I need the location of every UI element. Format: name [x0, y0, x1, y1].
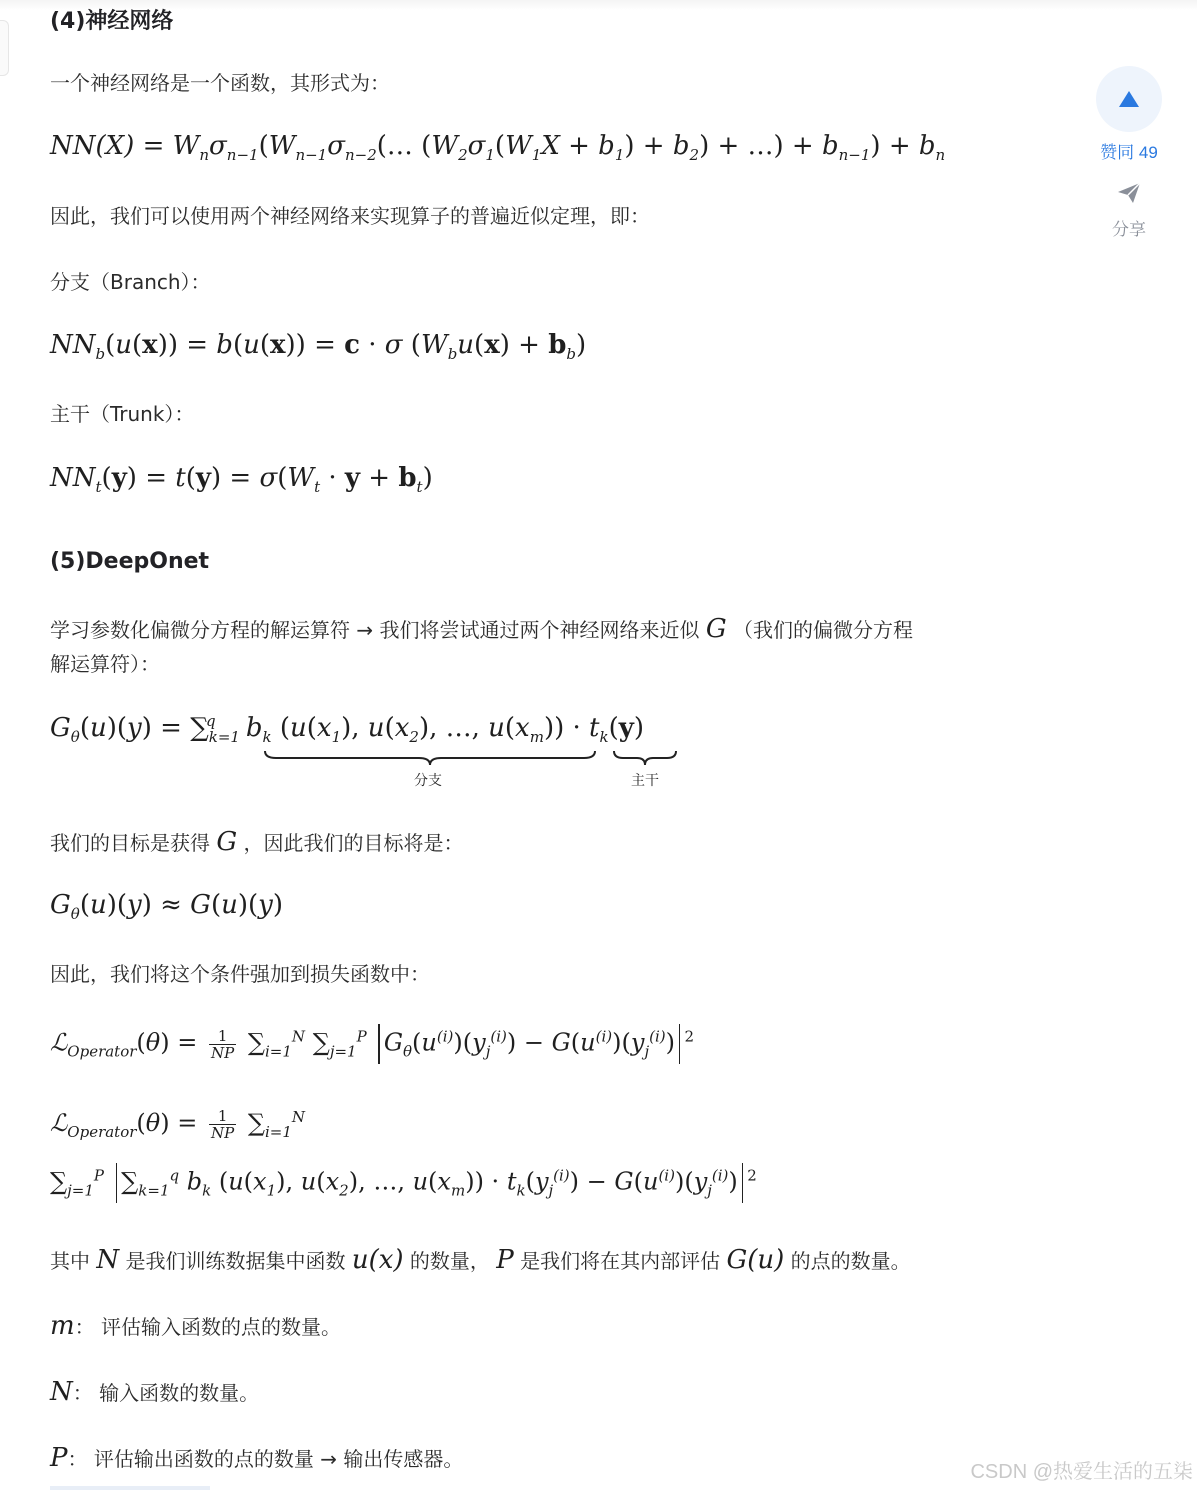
where-ux: u(x)	[351, 1245, 404, 1275]
upvote-count[interactable]: 赞同 49	[1100, 143, 1158, 162]
where-P: P	[496, 1245, 514, 1275]
formula-loss-2a: ℒ$_{Operator}$(θ) = $\frac{1}{NP}$ $\sum_{i=1}^N$	[50, 1107, 306, 1142]
where-text	[50, 1243, 911, 1278]
def-P-desc: ： 评估输出函数的点的数量 → 输出传感器。	[67, 1447, 464, 1471]
intro-text: 学习参数化偏微分方程的解运算符 → 我们将尝试通过两个神经网络来近似	[50, 618, 700, 642]
upvote-button[interactable]	[1096, 66, 1162, 132]
action-sidebar	[1096, 66, 1162, 240]
side-tab[interactable]	[0, 20, 9, 76]
intro-G-symbol: G	[705, 614, 727, 644]
branch-label: 分支（Branch）：	[50, 270, 211, 294]
formula-trunk: $NN_t(y) = t(y) = \sigma(W_t \cdot y + b_t)$	[50, 463, 433, 497]
where-mid3: 是我们将在其内部评估	[520, 1249, 721, 1273]
goal-pre: 我们的目标是获得	[50, 831, 210, 855]
share-label: 分享	[1112, 220, 1146, 239]
where-pre: 其中	[50, 1249, 90, 1273]
brace-label-trunk: 主干	[631, 773, 659, 789]
formula-deeponet: $G_\theta(u)(y) = \sum_{k=1}^q$ $b_k$ ($u(x_1)$, $u(x_2)$, …, $u(x_m)) \cdot t_k(y)$	[50, 712, 645, 747]
where-Gu: G(u)	[726, 1245, 785, 1275]
def-P-symbol: P	[50, 1443, 68, 1473]
formula-nn: $NN(X) = W_n\sigma_{n-1}(W_{n-1}\sigma_{n-2}(\dots$ $(W_2\sigma_1(W_1X + b_1) + b_2)$ + …) + $b_{n-1}) + b_n$	[50, 131, 946, 165]
branch-brace	[264, 750, 596, 766]
formula-loss-2b: $\sum_{j=1}^P$ $\sum_{k=1}^q$ $b_k$ ($u(x_1)$, $u(x_2)$, …, $u(x_m)) \cdot t_k(y_j^{(i)}) - G(u^{(i)})(y_j^{(i)})$ $^2$	[50, 1163, 757, 1203]
brace-label-branch: 分支	[414, 773, 442, 789]
formula-branch: $NN_b(u(x)) = b(u(x)) = c \cdot \sigma$ $(W_bu(x) + b_b)$	[50, 330, 587, 364]
therefore-text: 因此，我们可以使用两个神经网络来实现算子的普遍近似定理，即：	[50, 204, 650, 228]
formula-loss-1: ℒ$_{Operator}$(θ) = $\frac{1}{NP}$ $\sum_{i=1}^N$ $\sum_{j=1}^P$ $G_\theta(u^{(i)})(y_j^{(i)}) - G(u^{(i)})(y_j^{(i)})$ $^2$	[50, 1024, 694, 1064]
def-N-symbol: N	[50, 1377, 73, 1407]
formula-approx: $G_\theta(u)(y) \approx G(u)(y)$	[50, 890, 284, 924]
def-m	[50, 1309, 341, 1344]
intro-text-end: （我们的偏微分方程	[732, 618, 913, 642]
loss-intro: 因此，我们将这个条件强加到损失函数中：	[50, 962, 430, 986]
where-end: 的点的数量。	[790, 1249, 911, 1273]
def-N	[50, 1375, 259, 1410]
nn-intro: 一个神经网络是一个函数，其形式为：	[50, 71, 390, 95]
def-m-symbol: m	[50, 1311, 75, 1341]
where-mid1: 是我们训练数据集中函数	[125, 1249, 346, 1273]
def-N-desc: ： 输入函数的数量。	[72, 1381, 260, 1405]
goal-text	[50, 825, 464, 860]
def-m-desc: ： 评估输入函数的点的数量。	[74, 1315, 342, 1339]
share-button[interactable]	[1096, 181, 1162, 240]
triangle-up-icon	[1118, 90, 1140, 108]
goal-post: ，因此我们的目标将是：	[243, 831, 464, 855]
section-heading-5: (5)DeepOnet	[50, 549, 210, 574]
section-heading-4: (4)神经网络	[50, 9, 174, 34]
trunk-label: 主干（Trunk）：	[50, 402, 195, 426]
trunk-brace	[613, 750, 677, 766]
watermark: CSDN @热爱生活的五柒	[970, 1461, 1193, 1483]
where-N: N	[96, 1245, 120, 1275]
deeponet-intro-line2: 解运算符）：	[50, 652, 160, 676]
bottom-strip	[50, 1486, 210, 1490]
where-mid2: 的数量，	[409, 1249, 490, 1273]
deeponet-intro-line1	[50, 612, 913, 647]
def-P	[50, 1441, 463, 1476]
paper-plane-icon	[1116, 181, 1142, 205]
top-shadow	[0, 0, 1197, 10]
goal-G-symbol: G	[216, 827, 238, 857]
